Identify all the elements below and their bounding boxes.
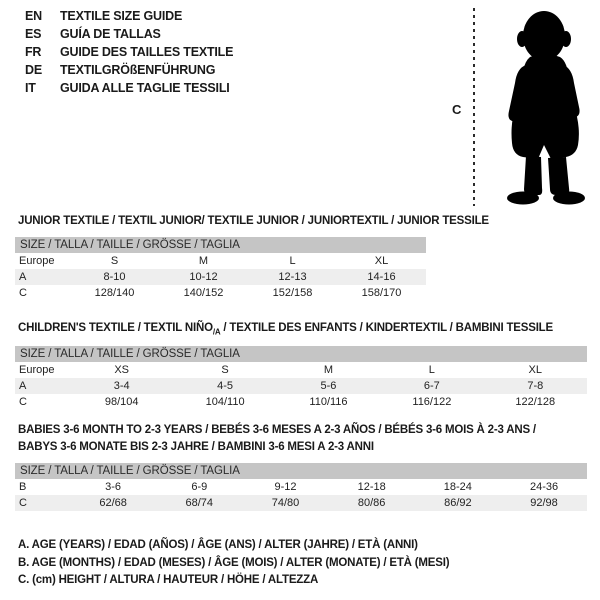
column-header: XS xyxy=(114,364,130,376)
lang-label: GUIDE DES TAILLES TEXTILE xyxy=(60,45,234,59)
table-cell: 7-8 xyxy=(527,380,544,392)
table-row xyxy=(15,362,587,378)
lang-row-es xyxy=(25,25,233,43)
children-size-table xyxy=(15,346,587,410)
column-header: Europe xyxy=(19,255,55,267)
table-cell: 110/116 xyxy=(309,396,348,408)
children-title-sub: /A xyxy=(212,327,221,337)
table-cell: 98/104 xyxy=(104,396,139,408)
table-cell: 92/98 xyxy=(530,497,558,509)
row-label: C xyxy=(19,497,27,509)
junior-size-table xyxy=(15,237,426,301)
baby-silhouette-icon xyxy=(481,9,598,206)
lang-code: ES xyxy=(25,27,42,41)
table-cell: 24-36 xyxy=(529,481,559,493)
table-cell: 5-6 xyxy=(320,380,337,392)
table-cell: 10-12 xyxy=(189,271,218,283)
table-cell: 128/140 xyxy=(94,287,135,299)
table-cell: 80/86 xyxy=(357,497,386,509)
legend-line-a: A. AGE (YEARS) / EDAD (AÑOS) / ÂGE (ANS) / ALTER (JAHRE) / ETÀ (ANNI) xyxy=(18,539,418,551)
lang-code: EN xyxy=(25,9,42,23)
lang-row-de xyxy=(25,61,233,79)
column-header: L xyxy=(428,364,435,376)
table-cell: 116/122 xyxy=(412,396,452,408)
lang-row-fr xyxy=(25,43,233,61)
table-cell: 9-12 xyxy=(274,481,297,493)
babies-size-table xyxy=(15,463,587,511)
table-row xyxy=(15,479,587,495)
table-cell: 3-4 xyxy=(113,380,130,392)
table-cell: 6-9 xyxy=(191,481,208,493)
column-header: M xyxy=(198,255,209,267)
column-header: Europe xyxy=(19,364,55,376)
column-header: L xyxy=(289,255,296,267)
table-cell: 74/80 xyxy=(271,497,300,509)
table-cell: 86/92 xyxy=(444,497,472,509)
lang-row-it xyxy=(25,79,233,97)
column-header: M xyxy=(323,364,334,376)
measure-legend xyxy=(18,537,449,590)
row-label: B xyxy=(19,481,27,493)
lang-code: FR xyxy=(25,45,42,59)
lang-row-en xyxy=(25,7,233,25)
table-cell: 6-7 xyxy=(423,380,440,392)
junior-section-title: JUNIOR TEXTILE / TEXTIL JUNIOR/ TEXTILE JUNIOR / JUNIORTEXTIL / JUNIOR TESSILE xyxy=(18,215,489,227)
table-cell: 68/74 xyxy=(185,497,214,509)
size-header-bar: SIZE / TALLA / TAILLE / GRÖSSE / TAGLIA xyxy=(15,346,587,362)
language-list xyxy=(25,7,233,97)
column-header: S xyxy=(221,364,229,376)
row-label: A xyxy=(19,271,27,283)
table-row xyxy=(15,253,426,269)
measure-c-label: C xyxy=(452,102,462,117)
table-row xyxy=(15,394,587,410)
children-section-title xyxy=(18,320,553,340)
children-title-prefix: CHILDREN'S TEXTILE / TEXTIL NIÑO xyxy=(18,322,213,334)
legend-line-b: B. AGE (MONTHS) / EDAD (MESES) / ÂGE (MOIS) / ALTER (MONATE) / ETÀ (MESI) xyxy=(18,556,450,569)
legend-line-c: C. (cm) HEIGHT / ALTURA / HAUTEUR / HÖHE / ALTEZZA xyxy=(18,574,319,586)
row-label: C xyxy=(19,287,27,299)
column-header: XL xyxy=(528,364,543,376)
table-cell: 152/158 xyxy=(272,287,313,299)
table-row xyxy=(15,285,426,301)
lang-code: IT xyxy=(25,81,36,95)
table-cell: 158/170 xyxy=(361,287,402,299)
babies-section-title xyxy=(18,422,578,456)
table-cell: 12-18 xyxy=(357,481,386,493)
table-cell: 18-24 xyxy=(443,481,472,493)
table-cell: 122/128 xyxy=(515,396,556,408)
table-cell: 3-6 xyxy=(105,481,122,493)
table-row xyxy=(15,378,587,394)
table-cell: 104/110 xyxy=(205,396,245,408)
table-cell: 12-13 xyxy=(278,271,307,283)
lang-code: DE xyxy=(25,63,42,77)
size-header-bar: SIZE / TALLA / TAILLE / GRÖSSE / TAGLIA xyxy=(15,463,587,479)
lang-label: GUIDA ALLE TAGLIE TESSILI xyxy=(60,81,230,95)
column-header: S xyxy=(110,255,119,267)
lang-label: TEXTILGRÖßENFÜHRUNG xyxy=(60,63,216,77)
column-header: XL xyxy=(374,255,389,267)
table-cell: 140/152 xyxy=(183,287,224,299)
table-cell: 62/68 xyxy=(99,497,127,509)
lang-label: GUÍA DE TALLAS xyxy=(60,27,161,41)
table-cell: 14-16 xyxy=(367,271,396,283)
size-header-bar: SIZE / TALLA / TAILLE / GRÖSSE / TAGLIA xyxy=(15,237,426,253)
table-row xyxy=(15,269,426,285)
table-row xyxy=(15,495,587,511)
lang-label: TEXTILE SIZE GUIDE xyxy=(60,9,183,23)
row-label: C xyxy=(19,396,27,408)
table-cell: 4-5 xyxy=(217,380,234,392)
babies-title-line2: BABYS 3-6 MONATE BIS 2-3 JAHRE / BAMBINI 3-6 MESI A 2-3 ANNI xyxy=(18,441,374,453)
row-label: A xyxy=(19,380,27,392)
babies-title-line1: BABIES 3-6 MONTH TO 2-3 YEARS / BEBÉS 3-6 MESES A 2-3 AÑOS / BÉBÉS 3-6 MOIS À 2-3 ANS / xyxy=(18,424,536,436)
height-measure-dotted-line xyxy=(473,8,475,206)
table-cell: 8-10 xyxy=(103,271,126,283)
children-title-suffix: / TEXTILE DES ENFANTS / KINDERTEXTIL / BAMBINI TESSILE xyxy=(220,322,553,334)
